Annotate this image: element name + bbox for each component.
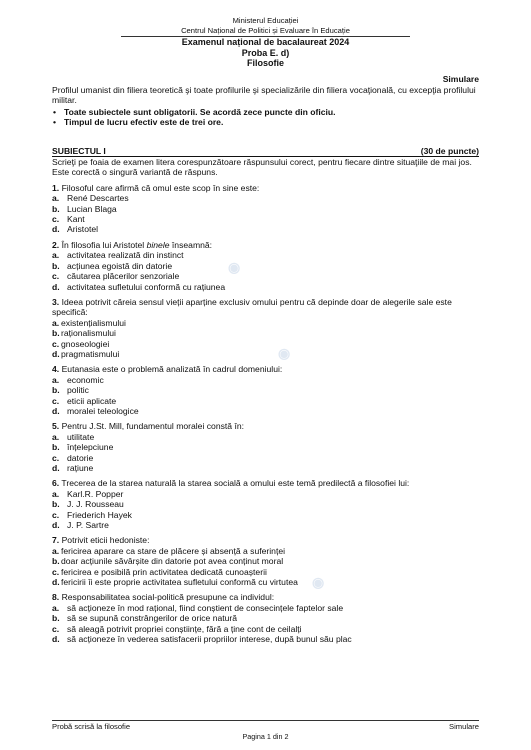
question-number: 4.	[52, 364, 60, 375]
question-stem	[52, 421, 479, 431]
option-text: fericirea e posibilă prin activitatea dedicată cunoașterii	[61, 566, 267, 577]
answer-option	[52, 345, 479, 361]
question-2	[52, 240, 479, 292]
question-3	[52, 297, 479, 359]
option-text: Karl.R. Popper	[67, 488, 124, 499]
question-number: 6.	[52, 478, 60, 489]
page-header	[0, 16, 531, 37]
option-letter: a.	[52, 602, 60, 613]
question-number: 1.	[52, 182, 60, 193]
option-letter: c.	[52, 214, 60, 225]
option-letter: a.	[52, 193, 60, 204]
answer-option	[52, 453, 479, 463]
option-text: politic	[67, 385, 89, 396]
option-text: utilitate	[67, 431, 95, 442]
question-text: Ideea potrivit căreia sensul vieții aparține exclusiv omului pentru că depinde doar de alegerile sale este specifică:	[52, 296, 452, 318]
option-text: datorie	[67, 452, 94, 463]
exam-titles	[0, 37, 531, 69]
option-letter: b.	[52, 203, 60, 214]
subject-points: (30 de puncte)	[420, 145, 479, 156]
question-text: Eutanasia este o problemă analizată în cadrul domeniului:	[61, 364, 283, 375]
option-text: căutarea plăcerilor senzoriale	[67, 271, 180, 282]
footer-left: Probă scrisă la filosofie	[52, 722, 131, 731]
option-letter: c.	[52, 509, 60, 520]
main-content	[52, 85, 479, 645]
question-text: Filosoful care afirmă că omul este scop în sine este:	[61, 182, 260, 193]
answer-option	[52, 463, 479, 473]
option-text: Aristotel	[67, 224, 99, 235]
answer-option	[52, 214, 479, 224]
option-letter: d.	[52, 281, 60, 292]
option-text: eticii aplicate	[67, 395, 117, 406]
answer-option	[52, 396, 479, 406]
center-name: Centrul Național de Politici și Evaluare în Educație	[121, 26, 410, 37]
question-stem	[52, 297, 479, 318]
option-text: fericirea aparare ca stare de plăcere și absență a suferinței	[61, 545, 286, 556]
question-stem	[52, 592, 479, 602]
question-stem	[52, 364, 479, 374]
option-text: Friederich Hayek	[67, 509, 132, 520]
option-text: fericirii îi este proprie activitatea sufletului conformă cu virtutea	[61, 577, 298, 588]
answer-option	[52, 385, 479, 395]
question-text: Trecerea de la starea naturală la starea socială a omului este temă predilectă a filosofiei lui:	[61, 478, 410, 489]
option-letter: c.	[52, 395, 60, 406]
answer-option	[52, 574, 479, 590]
answer-option	[52, 442, 479, 452]
question-number: 8.	[52, 592, 60, 603]
question-text: În filosofia lui Aristotel	[61, 239, 147, 250]
page-footer	[52, 720, 479, 741]
watermark-logo: ◉	[312, 574, 325, 590]
answer-option	[52, 546, 479, 556]
footer-right: Simulare	[449, 722, 479, 731]
option-letter: d.	[52, 224, 60, 235]
answer-option	[52, 259, 479, 275]
option-letter: a.	[52, 250, 60, 261]
option-letter: b.	[52, 442, 60, 453]
answer-option	[52, 375, 479, 385]
option-text: activitatea sufletului conformă cu rațiunea	[67, 281, 226, 292]
answer-option	[52, 556, 479, 566]
subject-instructions: Scrieţi pe foaia de examen litera corespunzătoare răspunsului corect, pentru fiecare dintre situaţiile de mai jos. Este corectă o singură variantă de răspuns.	[52, 157, 472, 178]
option-letter: b.	[52, 260, 60, 271]
option-text: economic	[67, 374, 104, 385]
question-6	[52, 478, 479, 530]
profile-intro: Profilul umanist din filiera teoretică şi toate profilurile şi specializările din filiera vocaţională, cu excepţia profilului militar.	[52, 85, 476, 106]
question-stem	[52, 183, 479, 193]
option-text: pragmatismului	[61, 348, 120, 359]
question-number: 2.	[52, 239, 60, 250]
option-text: rațiune	[67, 463, 94, 473]
subject-number: SUBIECTUL I	[52, 145, 106, 156]
option-text: Kant	[67, 214, 85, 225]
option-letter: c.	[52, 452, 60, 463]
option-text: să se supună constrângerilor de orice natură	[67, 613, 238, 624]
question-number: 5.	[52, 421, 60, 432]
option-letter: d.	[52, 463, 60, 473]
option-text: J. P. Sartre	[67, 520, 109, 531]
answer-option	[52, 406, 479, 416]
question-text: Responsabilitatea social-politică presupune ca individul:	[61, 592, 275, 603]
question-1	[52, 183, 479, 235]
answer-option	[52, 432, 479, 442]
option-text: René Descartes	[67, 193, 129, 204]
subject-title: Filosofie	[246, 58, 284, 69]
option-text: gnoseologiei	[61, 338, 110, 349]
rule-item: • Timpul de lucru efectiv este de trei ore.	[52, 117, 479, 127]
question-stem	[52, 240, 479, 250]
option-text: raționalismului	[61, 328, 116, 339]
answer-option	[52, 603, 479, 613]
answer-option	[52, 339, 479, 349]
answer-option	[52, 613, 479, 623]
option-letter: b.	[52, 613, 60, 624]
answer-option	[52, 520, 479, 530]
answer-option	[52, 204, 479, 214]
option-letter: a.	[52, 545, 60, 556]
rule-item: • Toate subiectele sunt obligatorii. Se acordă zece puncte din oficiu.	[52, 107, 479, 117]
answer-option	[52, 193, 479, 203]
option-letter: d.	[52, 405, 60, 416]
option-text: J. J. Rousseau	[67, 499, 124, 510]
answer-option	[52, 567, 479, 577]
question-stem	[52, 535, 479, 545]
question-7	[52, 535, 479, 590]
option-text: să aleagă potrivit propriei conștiințe, fără a ține cont de ceilalți	[67, 623, 302, 634]
answer-option	[52, 499, 479, 509]
question-text-end: înseamnă:	[169, 239, 213, 250]
answer-option	[52, 489, 479, 499]
option-text: să acționeze în vederea satisfacerii propriilor interese, după bunul său plac	[67, 634, 352, 645]
exam-title: Examenul național de bacalaureat 2024	[181, 37, 350, 47]
answer-option	[52, 271, 479, 281]
question-8	[52, 592, 479, 644]
answer-option	[52, 510, 479, 520]
exam-rules	[52, 107, 479, 128]
question-4	[52, 364, 479, 416]
option-letter: a.	[52, 374, 60, 385]
option-letter: a.	[52, 317, 60, 328]
question-stem	[52, 478, 479, 488]
option-text: acțiunea egoistă din datorie	[67, 260, 173, 271]
answer-option	[52, 318, 479, 328]
watermark-logo: ◉	[278, 345, 291, 361]
option-letter: b.	[52, 556, 60, 567]
watermark-logo: ◉	[228, 259, 241, 275]
option-text: Lucian Blaga	[67, 203, 117, 214]
answer-option	[52, 634, 479, 644]
option-letter: c.	[52, 623, 60, 634]
option-letter: d.	[52, 577, 60, 588]
option-letter: c.	[52, 271, 60, 282]
question-number: 7.	[52, 535, 60, 546]
option-letter: d.	[52, 520, 60, 531]
option-text: existențialismului	[61, 317, 126, 328]
option-letter: b.	[52, 385, 60, 396]
question-emphasis: binele	[146, 239, 170, 250]
option-text: doar acțiunile săvârșite din datorie pot avea conținut moral	[61, 556, 284, 567]
answer-option	[52, 250, 479, 260]
subject-header	[52, 146, 479, 157]
option-letter: b.	[52, 328, 60, 339]
option-text: activitatea realizată din instinct	[67, 250, 184, 261]
option-letter: c.	[52, 566, 60, 577]
page-number: Pagina 1 din 2	[242, 731, 289, 741]
option-letter: a.	[52, 488, 60, 499]
proba-title: Proba E. d)	[241, 47, 290, 58]
answer-option	[52, 282, 479, 292]
answer-option	[52, 624, 479, 634]
option-text: moralei teleologice	[67, 405, 139, 416]
ministry-name: Ministerul Educației	[232, 16, 299, 25]
question-text: Pentru J.St. Mill, fundamentul moralei constă în:	[61, 421, 245, 432]
question-number: 3.	[52, 296, 60, 307]
option-text: să acționeze în mod rațional, fiind conștient de consecințele faptelor sale	[67, 602, 344, 613]
option-text: înțelepciune	[67, 442, 114, 453]
option-letter: c.	[52, 338, 60, 349]
option-letter: d.	[52, 634, 60, 645]
answer-option	[52, 224, 479, 234]
question-text: Potrivit eticii hedoniste:	[61, 535, 150, 546]
question-5	[52, 421, 479, 473]
answer-option	[52, 328, 479, 338]
option-letter: a.	[52, 431, 60, 442]
option-letter: b.	[52, 499, 60, 510]
question-list	[52, 183, 479, 645]
option-letter: d.	[52, 348, 60, 359]
simulare-label: Simulare	[442, 74, 479, 84]
